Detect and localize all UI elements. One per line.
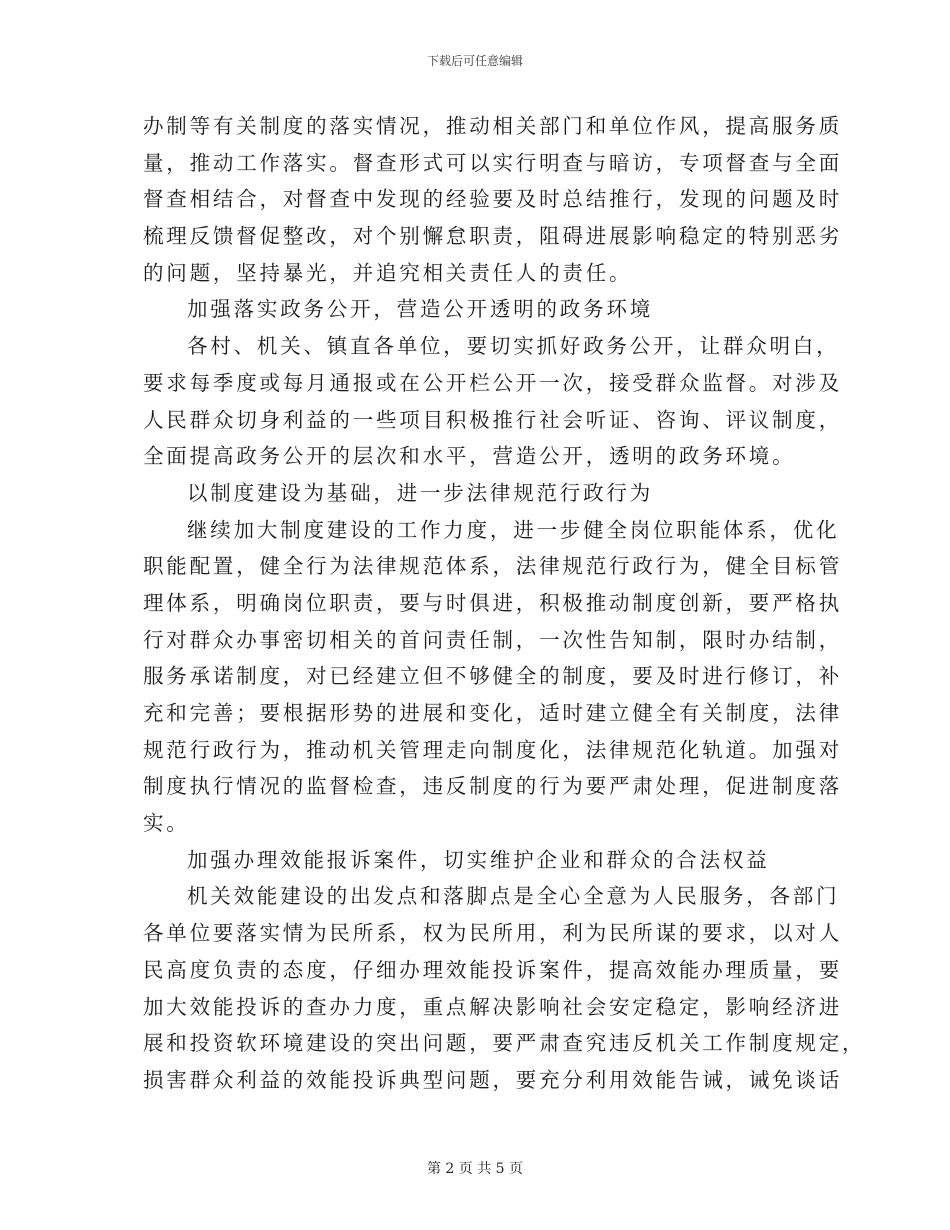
text-line: 办制等有关制度的落实情况，推动相关部门和单位作风，提高服务质 [143,114,842,138]
text-line: 实。 [143,811,190,836]
text-line: 要求每季度或每月通报或在公开栏公开一次，接受群众监督。对涉及 [143,370,842,395]
paragraph-first-line: 机关效能建设的出发点和落脚点是全心全意为人民服务，各部门 [187,884,840,909]
paragraph-first-line: 加强办理效能报诉案件，切实维护企业和群众的合法权益 [187,847,770,872]
text-line: 行对群众办事密切相关的首问责任制，一次性告知制，限时办结制， [143,627,842,652]
text-line: 各单位要落实情为民所系，权为民所用，利为民所谋的要求，以对人 [143,921,842,946]
text-line: 督查相结合，对督查中发现的经验要及时总结推行，发现的问题及时 [143,187,842,212]
text-line: 的问题，坚持暴光，并追究相关责任人的责任。 [143,260,633,285]
text-line: 梳理反馈督促整改，对个别懈怠职责，阻碍进展影响稳定的特别恶劣 [143,224,842,249]
page-footer: 第 2 页 共 5 页 [426,1161,524,1177]
text-line: 制度执行情况的监督检查，违反制度的行为要严肃处理，促进制度落 [143,774,842,799]
paragraph-first-line: 以制度建设为基础，进一步法律规范行政行为 [187,480,653,505]
text-line: 民高度负责的态度，仔细办理效能投诉案件，提高效能办理质量，要 [143,957,842,982]
text-line: 量，推动工作落实。督查形式可以实行明查与暗访，专项督查与全面 [143,150,842,175]
document-body [143,108,866,1099]
paragraph-first-line: 加强落实政务公开，营造公开透明的政务环境 [187,297,653,322]
text-line: 加大效能投诉的查办力度，重点解决影响社会安定稳定，影响经济进 [143,994,842,1019]
text-line: 损害群众利益的效能投诉典型问题，要充分利用效能告诫，诫免谈话 [143,1067,842,1092]
text-line: 全面提高政务公开的层次和水平，营造公开，透明的政务环境。 [143,444,796,469]
text-line: 理体系，明确岗位职责，要与时俱进，积极推动制度创新，要严格执 [143,590,842,615]
text-line: 规范行政行为，推动机关管理走向制度化，法律规范化轨道。加强对 [143,737,842,762]
text-line: 服务承诺制度，对已经建立但不够健全的制度，要及时进行修订，补 [143,664,842,689]
text-line: 职能配置，健全行为法律规范体系，法律规范行政行为，健全目标管 [143,554,842,579]
text-line: 充和完善；要根据形势的进展和变化，适时建立健全有关制度，法律 [143,701,842,725]
text-line: 人民群众切身利益的一些项目积极推行社会听证、咨询、评议制度， [143,407,842,432]
paragraph-first-line: 各村、机关、镇直各单位，要切实抓好政务公开，让群众明白， [187,334,840,359]
page-header: 下载后可任意编辑 [426,54,523,68]
text-line: 展和投资软环境建设的突出问题，要严肃查究违反机关工作制度规定， [143,1031,866,1056]
paragraph-first-line: 继续加大制度建设的工作力度，进一步健全岗位职能体系，优化 [187,517,840,542]
